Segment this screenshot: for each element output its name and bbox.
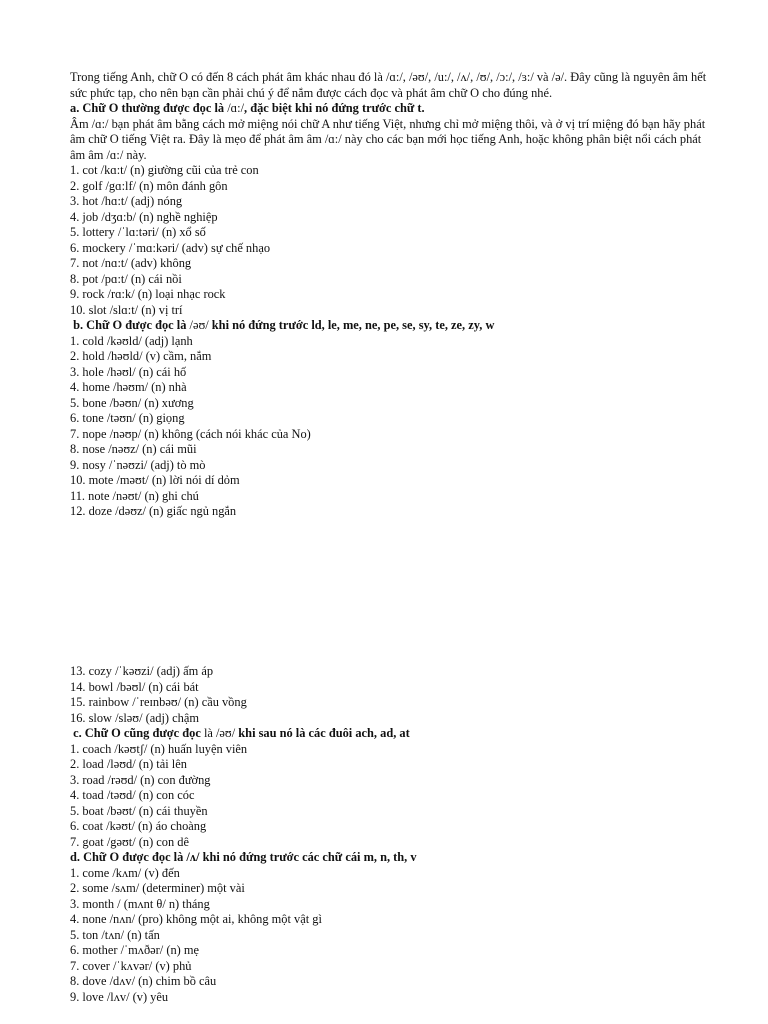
list-item: 6. mother /ˈmʌðər/ (n) mẹ: [70, 943, 200, 957]
list-item: 3. hole /həʊl/ (n) cái hố: [70, 364, 187, 379]
list-item: 2. some /sʌm/ (determiner) một vài: [70, 881, 245, 895]
list-item: 6. coat /kəʊt/ (n) áo choàng: [70, 819, 207, 833]
list-item: 1. come /kʌm/ (v) đến: [70, 865, 180, 880]
list-item: 3. month / (mʌnt θ/ n) tháng: [70, 896, 210, 911]
list-item: 2. load /ləʊd/ (n) tải lên: [70, 757, 187, 771]
section-b-list: [70, 334, 710, 520]
section-c-list: [70, 742, 710, 851]
section-a-heading-ipa: /ɑ:/: [227, 101, 245, 115]
list-item: 7. goat /gəʊt/ (n) con dê: [70, 834, 189, 849]
list-item: 7. nope /nəʊp/ (n) không (cách nói khác của No): [70, 426, 311, 441]
section-b-heading: [70, 318, 710, 334]
list-item: 4. job /dʒɑ:b/ (n) nghề nghiệp: [70, 209, 218, 224]
list-item: 12. doze /dəʊz/ (n) giấc ngủ ngắn: [70, 504, 237, 518]
list-item: 2. hold /həʊld/ (v) cầm, nắm: [70, 349, 212, 363]
section-b-heading-part1: b. Chữ O được đọc là: [70, 318, 190, 332]
content-block-top: [70, 70, 710, 520]
section-c-heading: [70, 726, 710, 742]
list-item: 5. ton /tʌn/ (n) tấn: [70, 927, 160, 942]
list-item: 1. cold /kəʊld/ (adj) lạnh: [70, 333, 193, 348]
section-d-list: [70, 866, 710, 1006]
list-item: 2. golf /gɑ:lf/ (n) môn đánh gôn: [70, 178, 228, 193]
list-item: 10. slot /slɑ:t/ (n) vị trí: [70, 302, 183, 317]
list-item: 5. bone /bəʊn/ (n) xương: [70, 395, 194, 410]
list-item: 3. hot /hɑ:t/ (adj) nóng: [70, 194, 183, 208]
list-item: 9. love /lʌv/ (v) yêu: [70, 989, 169, 1004]
list-item: 4. home /həʊm/ (n) nhà: [70, 380, 187, 394]
list-item: 13. cozy /ˈkəʊzi/ (adj) ấm áp: [70, 664, 214, 678]
list-item: 5. boat /bəʊt/ (n) cái thuyền: [70, 803, 208, 818]
section-a-list: [70, 163, 710, 318]
list-item: 7. cover /ˈkʌvər/ (v) phủ: [70, 958, 192, 973]
list-item: 6. mockery /ˈmɑ:kəri/ (adv) sự chế nhạo: [70, 240, 271, 255]
list-item: 4. toad /təʊd/ (n) con cóc: [70, 788, 195, 802]
list-item: 15. rainbow /ˈreɪnbəʊ/ (n) cầu vồng: [70, 695, 247, 709]
section-c-heading-part3: khi sau nó là các đuôi ach, ad, at: [235, 726, 410, 740]
section-c-heading-part1: c. Chữ O cũng được đọc: [70, 726, 204, 740]
list-item: 5. lottery /ˈlɑ:təri/ (n) xổ số: [70, 225, 206, 239]
list-item: 4. none /nʌn/ (pro) không một ai, không một vật gì: [70, 912, 322, 926]
list-item: 1. coach /kəʊtʃ/ (n) huấn luyện viên: [70, 741, 248, 756]
list-item: 7. not /nɑ:t/ (adv) không: [70, 256, 192, 270]
list-item: 8. pot /pɑ:t/ (n) cái nồi: [70, 271, 182, 286]
section-b-heading-ipa: /əʊ/: [189, 318, 209, 332]
list-item: 10. mote /məʊt/ (n) lời nói dí dỏm: [70, 473, 240, 487]
section-d-heading: d. Chữ O được đọc là /ʌ/ khi nó đứng trước các chữ cái m, n, th, v: [70, 850, 417, 864]
list-item: 1. cot /kɑ:t/ (n) giường cũi của trẻ con: [70, 163, 259, 177]
section-b-heading-part3: khi nó đứng trước ld, le, me, ne, pe, se, sy, te, ze, zy, w: [208, 318, 495, 332]
list-item: 6. tone /təʊn/ (n) giọng: [70, 411, 185, 425]
content-block-bottom: [70, 664, 710, 1005]
intro-paragraph: [70, 70, 710, 101]
list-item: 9. rock /rɑ:k/ (n) loại nhạc rock: [70, 287, 226, 301]
list-item: 11. note /nəʊt/ (n) ghi chú: [70, 488, 199, 503]
list-item: 16. slow /sləʊ/ (adj) chậm: [70, 710, 199, 725]
section-a-heading-part3: , đặc biệt khi nó đứng trước chữ t.: [244, 101, 425, 115]
list-item: 8. dove /dʌv/ (n) chim bồ câu: [70, 974, 217, 988]
section-b-list-continued: [70, 664, 710, 726]
list-item: 14. bowl /bəʊl/ (n) cái bát: [70, 679, 199, 694]
list-item: 8. nose /nəʊz/ (n) cái mũi: [70, 442, 197, 456]
intro-text: Trong tiếng Anh, chữ O có đến 8 cách phát âm khác nhau đó là /ɑ:/, /əʊ/, /u:/, /ʌ/, /ʊ/, /ɔ:/, /ɜ:/ và /ə/. Đây cũng là nguyên âm hết sức phức tạp, cho nên bạn cần phải chú ý để nắm được cách đọc: [70, 70, 707, 100]
list-item: 3. road /rəʊd/ (n) con đường: [70, 772, 211, 787]
intro-tail: và phát âm chữ O cho đúng nhé.: [391, 85, 553, 100]
section-c-heading-ipa: là /əʊ/: [203, 726, 236, 740]
list-item: 9. nosy /ˈnəʊzi/ (adj) tò mò: [70, 457, 206, 472]
section-a-heading-part1: a. Chữ O thường được đọc là: [70, 101, 228, 115]
section-a-paragraph: Âm /ɑ:/ bạn phát âm bằng cách mở miệng nói chữ A như tiếng Việt, nhưng chỉ mở miệng thôi, và ở vị trí miệng đó bạn hãy phát âm chữ O tiếng Việt ra. Đây là mẹo để phát âm âm /ɑ:/ này cho các bạn mới học tiếng Anh, hoặc không phân biệt nổi cách phát âm âm /ɑ:/ này.: [70, 116, 706, 162]
section-a-heading: [70, 101, 710, 117]
